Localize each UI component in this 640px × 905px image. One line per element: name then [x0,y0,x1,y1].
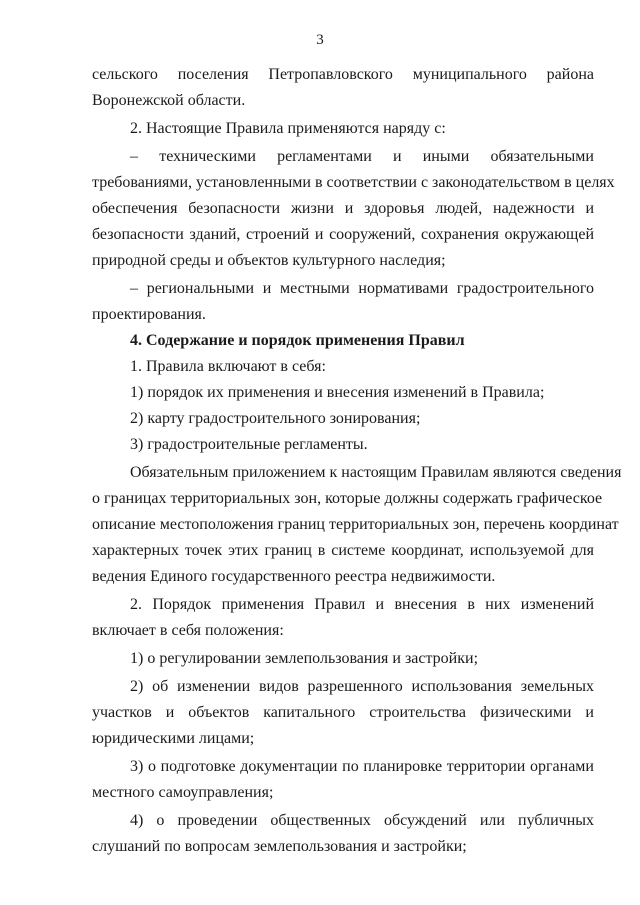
text-line-6: обеспечения безопасности жизни и здоровья людей, надежности и [92,200,594,217]
page-number: 3 [316,32,324,48]
text-line-24: 2) об изменении видов разрешенного использования земельных [130,678,594,695]
text-line-29: 4) о проведении общественных обсуждений или публичных [130,812,594,829]
text-line-10: проектирования. [92,306,206,323]
text-line-14: 2) карту градостроительного зонирования; [130,410,421,427]
text-line-28: местного самоуправления; [92,784,274,801]
text-line-26: юридическими лицами; [92,730,255,747]
text-line-16: Обязательным приложением к настоящим Правилам являются сведения [130,464,622,481]
text-line-21: 2. Порядок применения Правил и внесения в них изменений [130,596,594,613]
text-line-18: описание местоположения границ территориальных зон, перечень координат [92,516,619,533]
text-line-2: Воронежской области. [92,92,246,109]
text-line-5: требованиями, установленными в соответствии с законодательством в целях [92,174,615,191]
text-line-7: безопасности зданий, строений и сооружений, сохранения окружающей [92,226,594,243]
section-heading: 4. Содержание и порядок применения Правил [130,332,465,349]
text-line-20: ведения Единого государственного реестра недвижимости. [92,568,496,585]
text-line-30: слушаний по вопросам землепользования и застройки; [92,838,467,855]
text-line-4: – техническими регламентами и иными обязательными [130,148,594,165]
text-line-15: 3) градостроительные регламенты. [130,436,368,453]
text-line-23: 1) о регулировании землепользования и застройки; [130,650,479,667]
text-line-1: сельского поселения Петропавловского муниципального района [92,66,594,83]
text-line-12: 1. Правила включают в себя: [130,358,326,375]
text-line-25: участков и объектов капитального строительства физическими и [92,704,594,721]
text-line-9: – региональными и местными нормативами градостроительного [130,280,594,297]
text-line-22: включает в себя положения: [92,622,284,639]
text-line-17: о границах территориальных зон, которые должны содержать графическое [92,490,603,507]
text-line-8: природной среды и объектов культурного наследия; [92,252,446,269]
text-line-27: 3) о подготовке документации по планировке территории органами [130,758,594,775]
text-line-13: 1) порядок их применения и внесения изменений в Правила; [130,384,545,401]
text-line-3: 2. Настоящие Правила применяются наряду с: [130,120,446,137]
text-line-19: характерных точек этих границ в системе координат, используемой для [92,542,594,559]
